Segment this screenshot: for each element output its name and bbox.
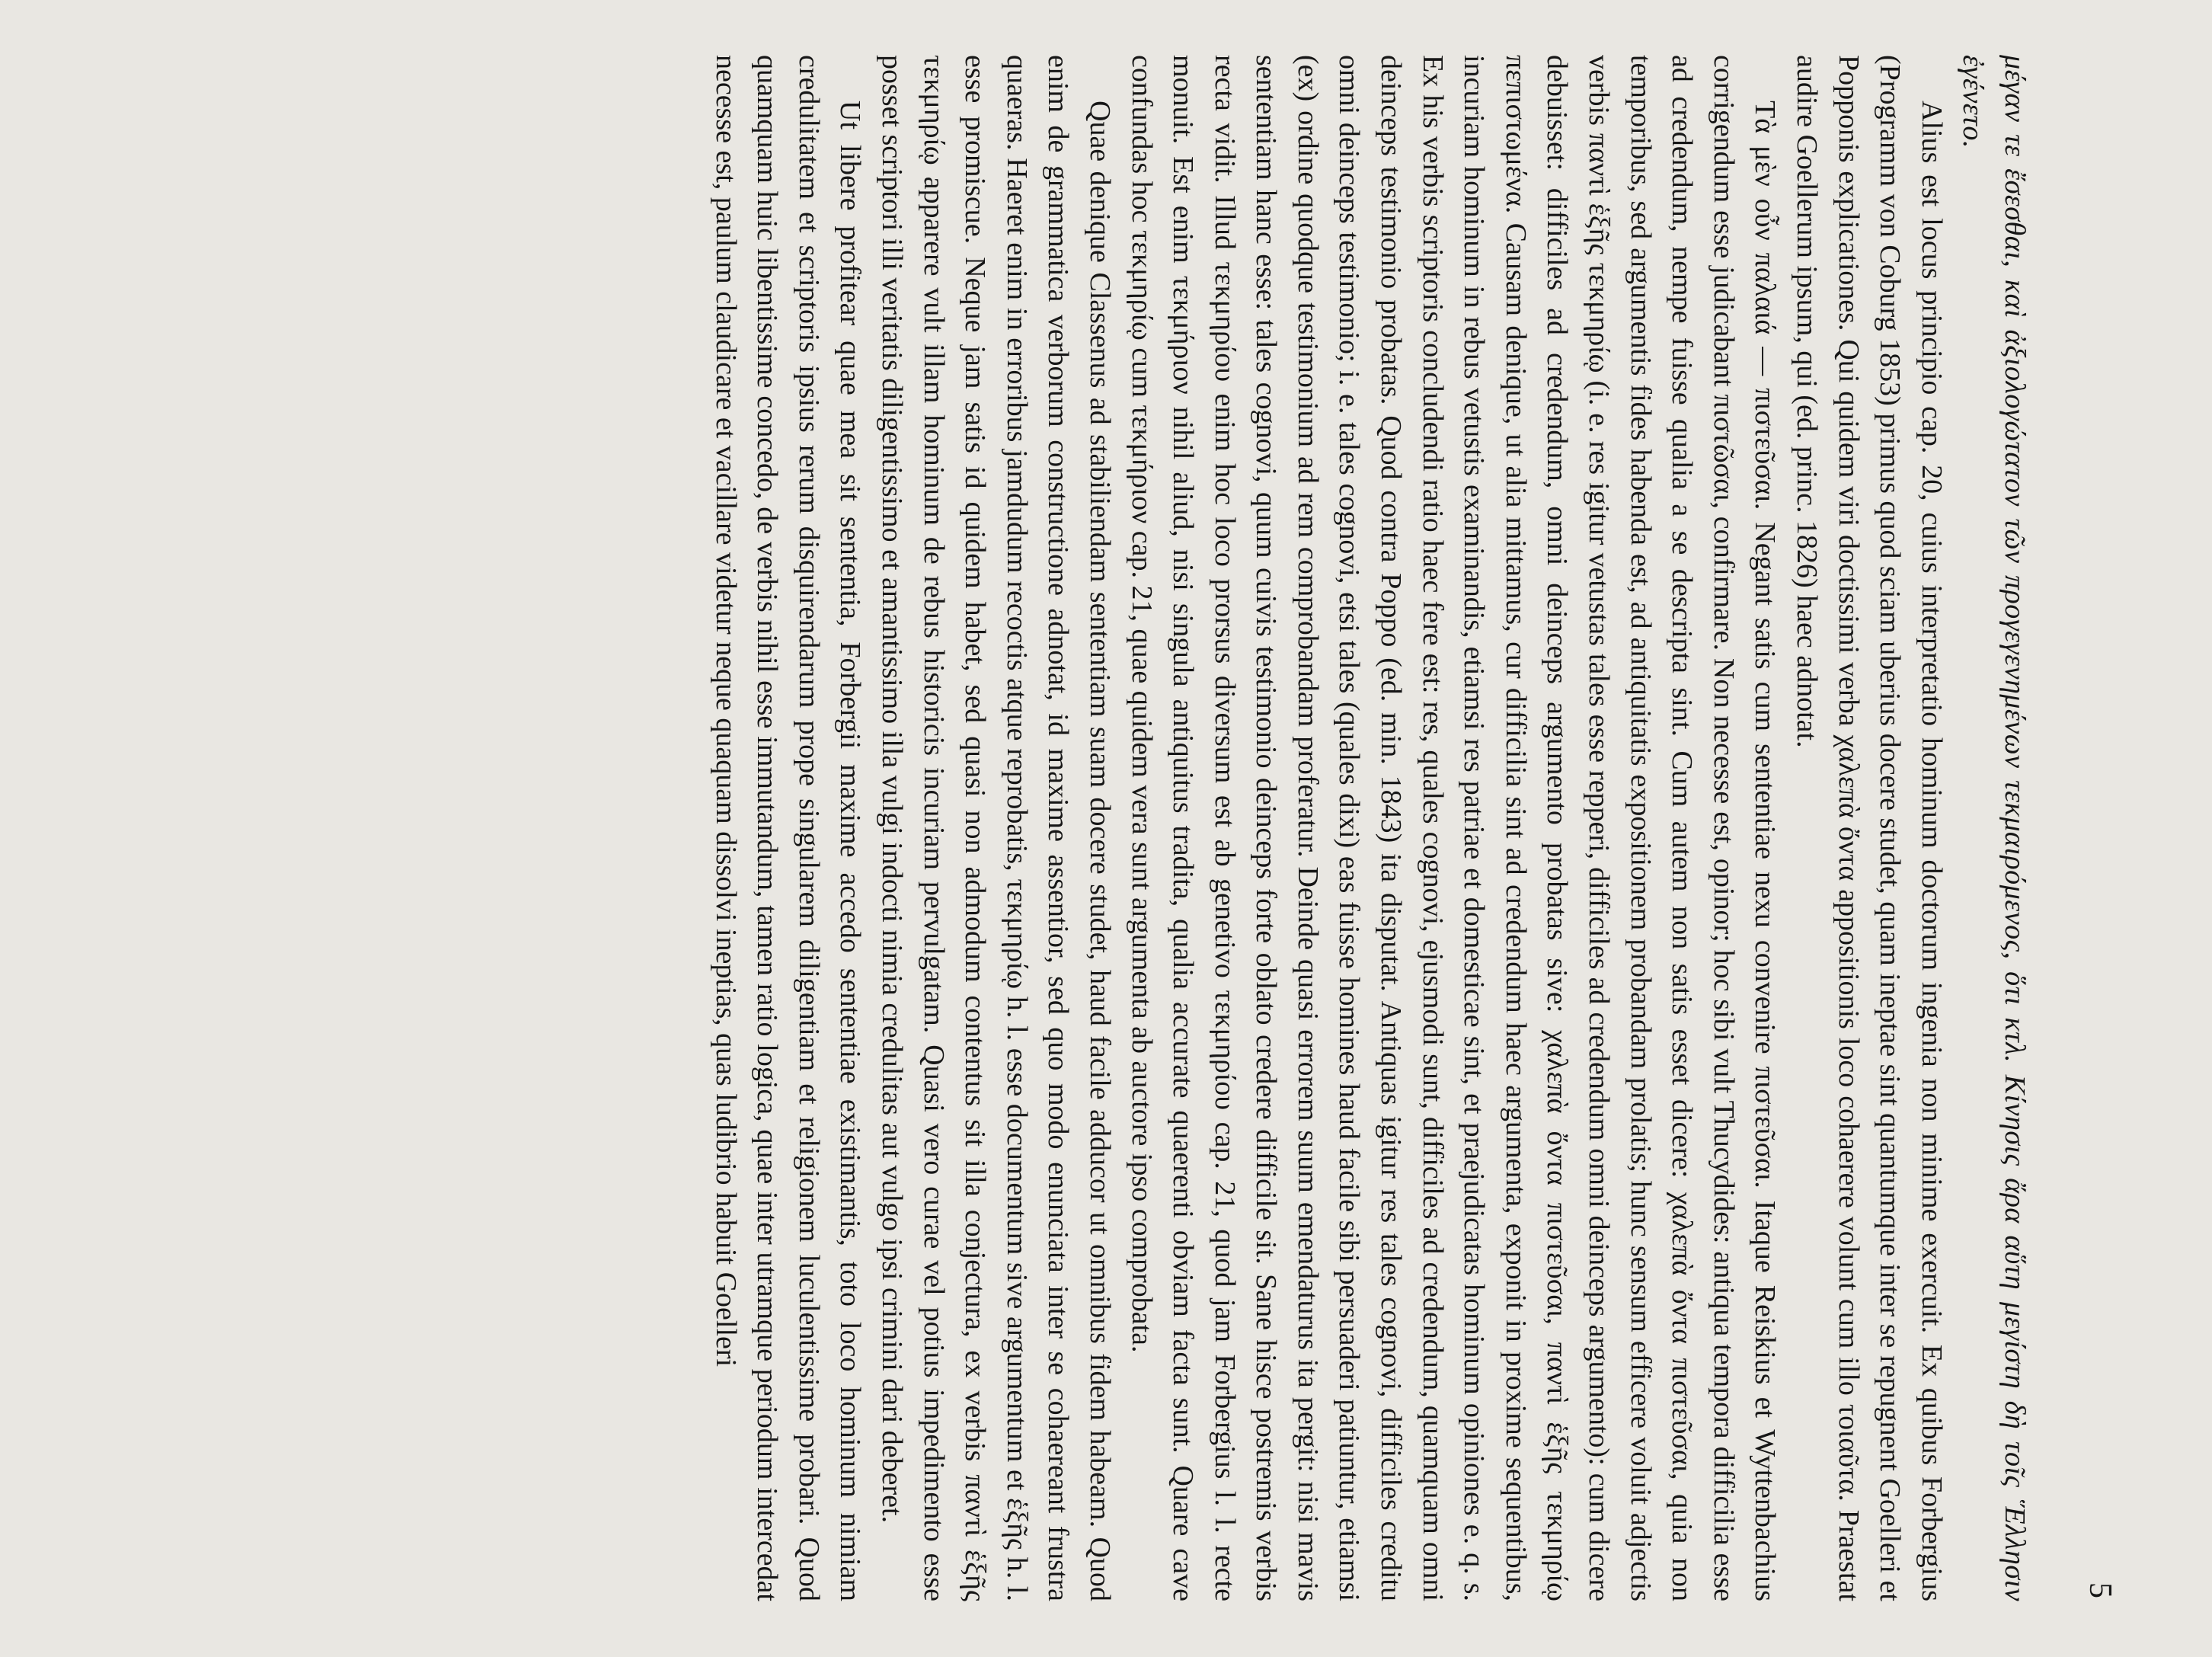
greek-quotation: μέγαν τε ἔσεσθαι, καὶ ἀξιολογώτατον τῶν προγεγενημένων τεκμαιρόμενος, ὅτι κτλ. Κίνησις ἄρα αὕτη μεγίστη δὴ τοῖς Ἕλλησιν ἐγένετο.	[1957, 55, 2031, 1601]
paragraph-classenus: Quae denique Classenus ad stabiliendam sententiam suam docere studet, haud facile adducor ut omnibus fidem habeam. Quod enim de grammatica verborum constructione adnotat, id maxime assentior, sed quo modo enunciata inter se cohaereant frustra quaeras. Haeret enim in erroribus jamdudum recoctis atque reprobatis, τεκμηρίῳ h. l. esse documentum sive argumentum et ἑξῆς h. l. esse promiscue. Neque jam satis id quidem habet, sed quasi non admodum contentus sit illa conjectura, ex verbis παντὶ ἑξῆς τεκμηρίῳ apparere vult illam hominum de rebus historicis incuriam pervulgatam. Quasi vero curae vel potius impedimento esse posset scriptori illi veritatis diligentissimo et amantissimo illa vulgi indocti nimia credulitas aut vulgo ipsi crimini dari deberet.	[875, 55, 1116, 1601]
paragraph-goeller-locus: Alius est locus principio cap. 20, cuius interpretatio hominum doctorum ingenia non minime exercuit. Ex quibus Forbergius (Programm von Coburg 1853) primus quod sciam uberius docere studet, quam ineptae sint quantumque inter se repugnent Goelleri et Popponis explicationes. Qui quidem viri doctissimi verba χαλεπὰ ὄντα appositionis loco cohaerere volunt cum illo τοιαῦτα. Praestat audire Goellerum ipsum, qui (ed. princ. 1826) haec adnotat.	[1791, 55, 1948, 1601]
page-text-column	[177, 55, 2118, 1601]
page-number: 5	[2083, 1582, 2118, 1598]
paragraph-goeller-note: Τὰ μὲν οὖν παλαιά — πιστεῦσαι. Negant satis cum sententiae nexu convenire πιστεῦσαι. Itaque Reiskius et Wyttenbachius corrigendum esse judicabant πιστῶσαι, confirmare. Non necesse est, opinor; hoc sibi vult Thucydides: antiqua tempora difficilia esse ad credendum, nempe fuisse qualia a se descripta sint. Cum autem non satis esset dicere: χαλεπὰ ὄντα πιστεῦσαι, quia non temporibus, sed argumentis fides habenda est, ad antiquitatis expositionem probandam prolatis; hunc sensum efficere voluit adjectis verbis παντὶ ἑξῆς τεκμηρίῳ (i. e. res igitur vetustas tales esse repperi, difficiles ad credendum omni deinceps argumento): cum dicere debuisset: difficiles ad credendum, omni deinceps argumento probatas sive: χαλεπὰ ὄντα πιστεῦσαι, παντὶ ἑξῆς τεκμηρίῳ πεπιστωμένα. Causam denique, ut alia mittamus, cur difficilia sint ad credendum haec argumenta, exponit in proxime sequentibus, incuriam hominum in rebus vetustis examinandis, etiamsi res patriae et domesticae sint, et praejudicatas hominum opiniones e. q. s. Ex his verbis scriptoris concludendi ratio haec fere est: res, quales cognovi, ejusmodi sunt, difficiles ad credendum, quamquam omni deinceps testimonio probatas. Quod contra Poppo (ed. min. 1843) ita disputat. Antiquas igitur res tales cognovi, difficiles creditu omni deinceps testimonio; i. e. tales cognovi, etsi tales (quales dixi) eas fuisse homines haud facile sibi persuaderi patiuntur, etiamsi (ex) ordine quodque testimonium ad rem comprobandam proferatur. Deinde quasi errorem suum emendaturus ita pergit: nisi mavis sententiam hanc esse: tales cognovi, quum cuivis testimonio deinceps forte oblato credere difficile sit. Sane hisce postremis verbis recta vidit. Illud τεκμηρίου enim hoc loco prorsus diversum est ab genetivo τεκμηρίου cap. 21, quod jam Forbergius l. l. recte monuit. Est enim τεκμήριον nihil aliud, nisi singula antiquitus tradita, qualia accurate quaerenti obviam facta sunt. Quare cave confundas hoc τεκμηρίῳ cum τεκμήριον cap. 21, quae quidem vera sunt argumenta ab auctore ipso comprobata.	[1125, 55, 1782, 1601]
paragraph-forbergius: Ut libere profitear quae mea sit sententia, Forbergii maxime accedo sententiae existimantis, toto loco hominum nimiam credulitatem et scriptoris ipsius rerum disquirendarum prope singularem diligentiam et religionem luculentissime probari. Quod quamquam huic libentissime concedo, de verbis nihil esse immutandum, tamen ratio logica, quae inter utramque periodum intercedat necesse est, paulum claudicare et vacillare videtur neque quaquam dissolvi ineptias, quas ludibrio habuit Goelleri	[709, 55, 867, 1601]
